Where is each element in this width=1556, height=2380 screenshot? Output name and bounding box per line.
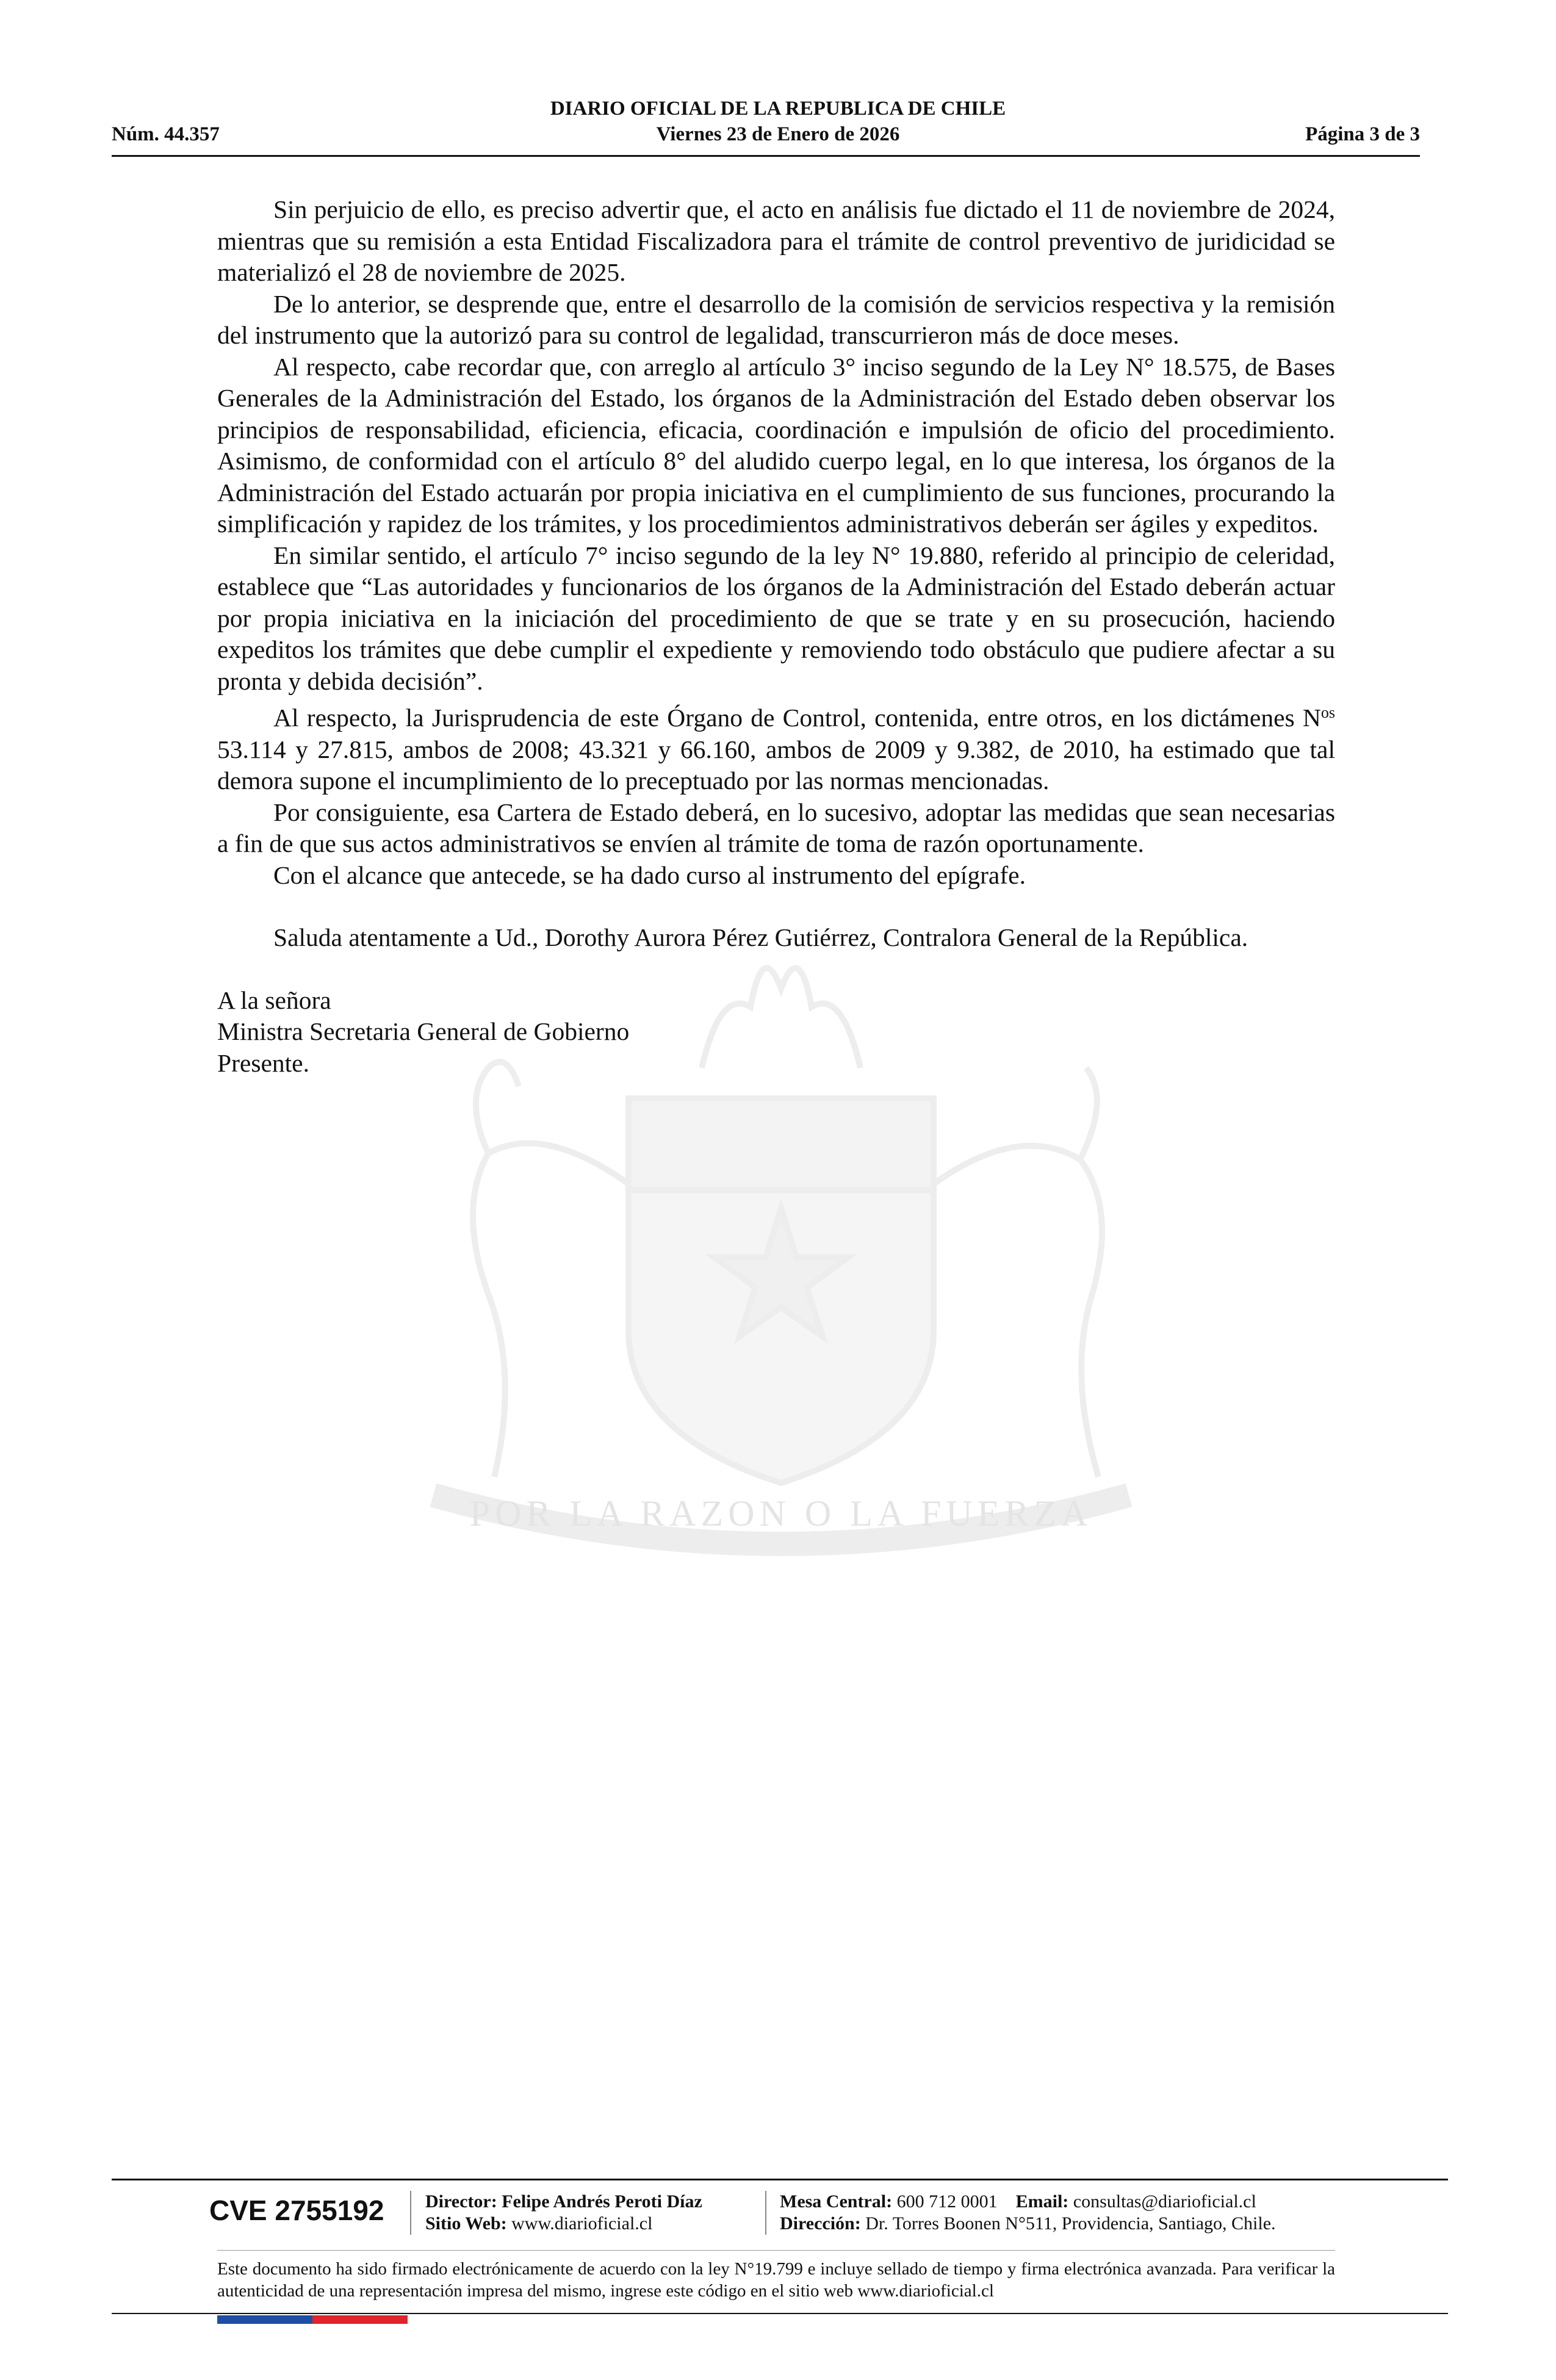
flag-red-segment [312, 2315, 408, 2324]
footer-contact-block [780, 2191, 1276, 2235]
direccion-value: Dr. Torres Boonen N°511, Providencia, Santiago, Chile. [865, 2213, 1276, 2234]
paragraph [217, 697, 1335, 797]
paragraph: Sin perjuicio de ello, es preciso advertir que, el acto en análisis fue dictado el 11 de noviembre de 2024, mientras que su remisión a esta Entidad Fiscalizadora para el trámite de control preventivo de juridicidad se materializó el 28 de noviembre de 2025. [217, 195, 1335, 286]
site-link[interactable]: www.diarioficial.cl [511, 2213, 653, 2234]
footer-separator [765, 2191, 766, 2235]
paragraph: Al respecto, cabe recordar que, con arreglo al artículo 3° inciso segundo de la Ley N° 18.575, de Bases Generales de la Administración del Estado, los órganos de la Administración del Estado deben observar los principios de responsabilidad, eficiencia, eficacia, coordinación e impulsión de oficio del procedimiento. Asimismo, de conformidad con el artículo 8° del aludido cuerpo legal, en lo que interesa, los órganos de la Administración del Estado actuarán por propia iniciativa en el cumplimiento de sus funciones, procurando la simplificación y rapidez de los trámites, y los procedimientos administrativos deberán ser ágiles y expeditos. [217, 352, 1335, 538]
addressee-line: A la señora [217, 986, 331, 1014]
issue-date: Viernes 23 de Enero de 2026 [656, 123, 900, 145]
director-label: Director: [425, 2191, 497, 2212]
direccion-label: Dirección: [780, 2213, 861, 2234]
addressee-block [217, 985, 1335, 1080]
email-label: Email: [1015, 2191, 1069, 2212]
footer-thin-divider [217, 2250, 1335, 2251]
signature-note: Este documento ha sido firmado electrónicamente de acuerdo con la ley N°19.799 e incluye sellado de tiempo y firma electrónica avanzada. Para verificar la autenticidad de una representación impresa del mismo, ingrese este código en el sitio web www.diarioficial.cl [217, 2259, 1335, 2301]
watermark-motto: POR LA RAZON O LA FUERZA [469, 1493, 1093, 1534]
addressee-line: Ministra Secretaria General de Gobierno [217, 1017, 630, 1045]
paragraph-text: 53.114 y 27.815, ambos de 2008; 43.321 y 66.160, ambos de 2009 y 9.382, de 2010, ha estimado que tal demora supone el incumplimiento de lo preceptuado por las normas mencionadas. [217, 735, 1335, 795]
email-link[interactable]: consultas@diarioficial.cl [1073, 2191, 1256, 2212]
paragraph-text: Al respecto, la Jurisprudencia de este Órgano de Control, contenida, entre otros, en los dictámenes N [273, 704, 1321, 732]
mesa-label: Mesa Central: [780, 2191, 893, 2212]
page-indicator: Página 3 de 3 [1305, 123, 1420, 145]
paragraph: De lo anterior, se desprende que, entre el desarrollo de la comisión de servicios respectiva y la remisión del instrumento que la autorizó para su control de legalidad, transcurrieron más de doce meses. [217, 289, 1335, 349]
flag-blue-segment [217, 2315, 312, 2324]
document-body [217, 194, 1335, 1079]
paragraph: Por consiguiente, esa Cartera de Estado deberá, en lo sucesivo, adoptar las medidas que sean necesarias a fin de que sus actos administrativos se envíen al trámite de toma de razón oportunamente. [217, 798, 1335, 857]
header-divider [112, 155, 1420, 157]
addressee-line: Presente. [217, 1048, 309, 1077]
journal-title: DIARIO OFICIAL DE LA REPUBLICA DE CHILE [550, 98, 1006, 120]
site-label: Sitio Web: [425, 2213, 507, 2234]
flag-stripe [217, 2315, 408, 2324]
director-name: Felipe Andrés Peroti Díaz [502, 2191, 702, 2212]
mesa-phone: 600 712 0001 [896, 2191, 998, 2212]
footer-bottom-divider [112, 2313, 1448, 2314]
paragraph: Con el alcance que antecede, se ha dado curso al instrumento del epígrafe. [273, 860, 1026, 889]
footer-divider [112, 2179, 1448, 2180]
footer-separator [410, 2191, 411, 2235]
issue-number: Núm. 44.357 [112, 123, 220, 145]
cve-code: CVE 2755192 [209, 2194, 384, 2226]
footer-director-block [425, 2191, 702, 2235]
superscript-plural: os [1320, 704, 1335, 721]
paragraph: En similar sentido, el artículo 7° inciso segundo de la ley N° 19.880, referido al principio de celeridad, establece que “Las autoridades y funcionarios de los órganos de la Administración del Estado deberán actuar por propia iniciativa en la iniciación del procedimiento de que se trate y en su prosecución, haciendo expeditos los trámites que debe cumplir el expediente y removiendo todo obstáculo que pudiere afectar a su pronta y debida decisión”. [217, 541, 1335, 695]
closing-salutation: Saluda atentamente a Ud., Dorothy Aurora Pérez Gutiérrez, Contralora General de la República. [273, 923, 1248, 951]
